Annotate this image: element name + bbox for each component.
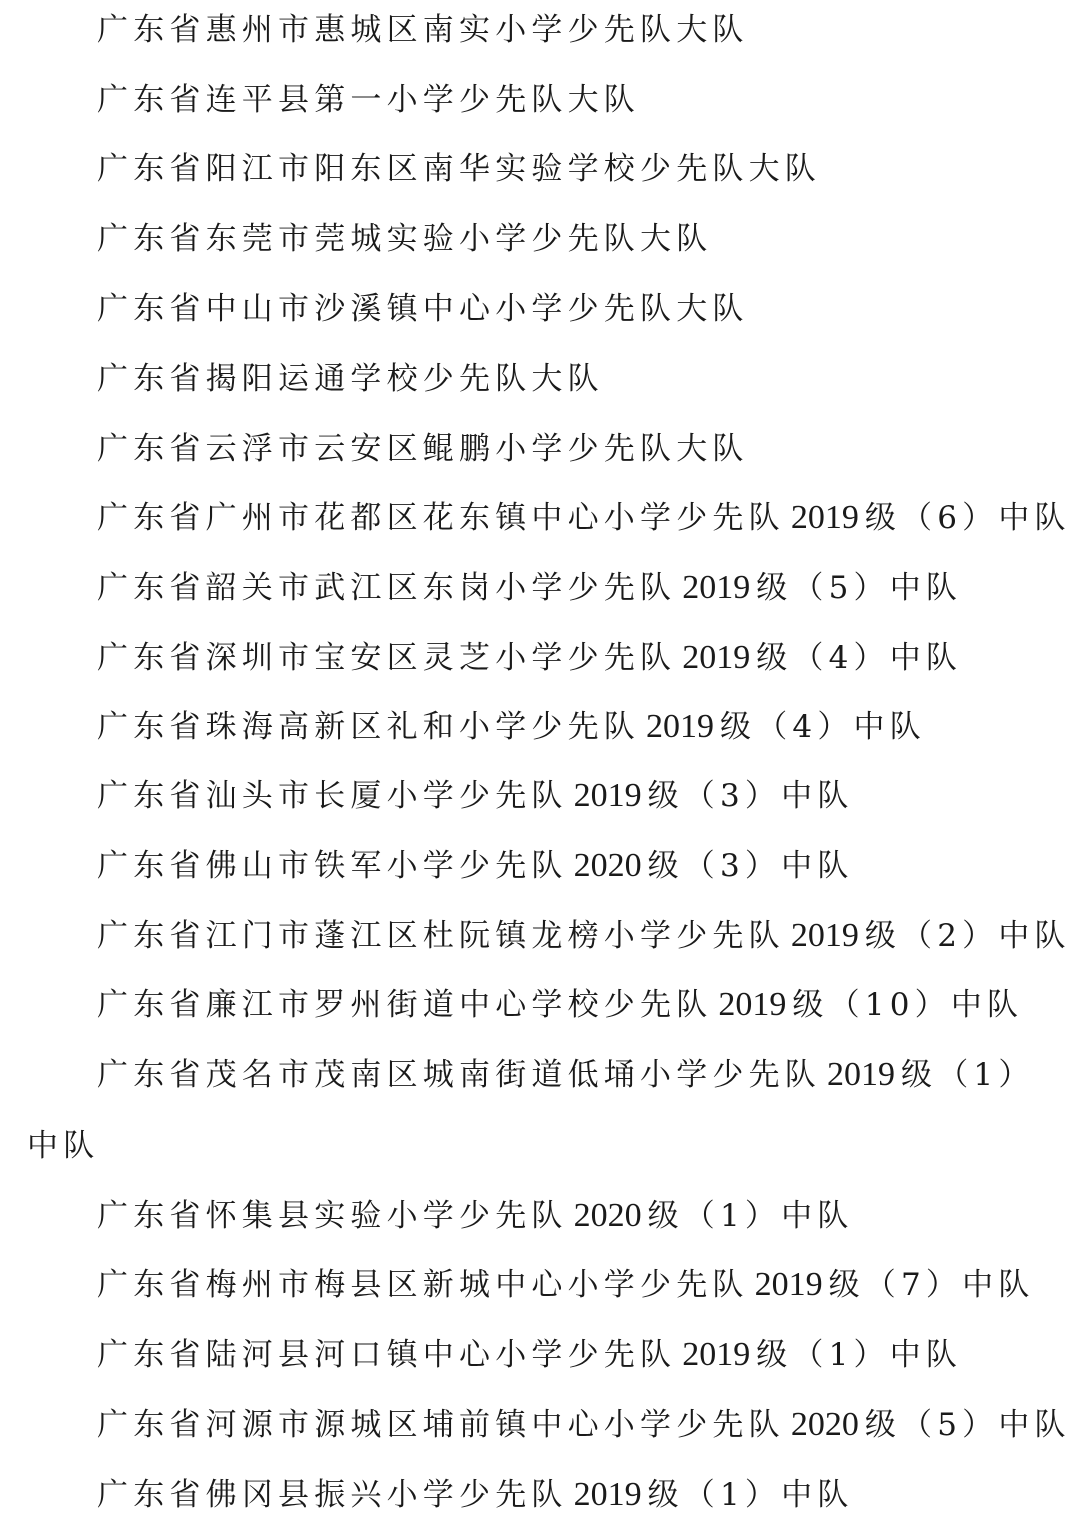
item-text: 广东省珠海高新区礼和小学少先队	[97, 709, 640, 745]
squad-label: 级（5）中队	[864, 1407, 1071, 1443]
item-text: 广东省陆河县河口镇中心小学少先队	[97, 1337, 677, 1373]
item-text: 广东省惠州市惠城区南实小学少先队大队	[97, 12, 749, 48]
item-text: 广东省廉江市罗州街道中心学校少先队	[97, 987, 713, 1023]
item-text: 广东省深圳市宝安区灵芝小学少先队	[97, 640, 677, 676]
list-item	[97, 1475, 854, 1515]
squad-label: 级（6）中队	[864, 500, 1071, 536]
squad-label: 级（5）中队	[756, 570, 963, 606]
item-text: 广东省佛山市铁军小学少先队	[97, 848, 568, 884]
item-text: 广东省茂名市茂南区城南街道低埇小学少先队	[97, 1057, 821, 1093]
squad-label: 级（7）中队	[828, 1267, 1035, 1303]
item-text: 广东省揭阳运通学校少先队大队	[97, 361, 604, 397]
item-text: 中队	[27, 1128, 100, 1164]
list-item	[97, 498, 1071, 538]
item-text: 广东省佛冈县振兴小学少先队	[97, 1477, 568, 1513]
list-item	[97, 985, 1023, 1025]
grade-year: 2019	[573, 1476, 642, 1513]
grade-year: 2019	[646, 708, 714, 745]
grade-year: 2019	[682, 639, 751, 676]
list-item	[97, 846, 854, 886]
list-item	[97, 219, 712, 259]
grade-year: 2019	[754, 1266, 823, 1303]
list-item	[97, 1335, 962, 1375]
item-text: 广东省韶关市武江区东岗小学少先队	[97, 570, 677, 606]
item-text: 广东省东莞市莞城实验小学少先队大队	[97, 221, 713, 257]
grade-year: 2020	[790, 1406, 859, 1443]
list-item	[97, 1055, 1035, 1095]
squad-label: 级（2）中队	[864, 918, 1071, 954]
grade-year: 2020	[573, 847, 642, 884]
list-item	[97, 289, 749, 329]
grade-year: 2019	[790, 499, 859, 536]
squad-label: 级（1）中队	[647, 1477, 854, 1513]
grade-year: 2019	[718, 986, 787, 1023]
squad-label: 级（1）中队	[647, 1198, 854, 1234]
item-text: 广东省广州市花都区花东镇中心小学少先队	[97, 500, 785, 536]
squad-label: 级（4）中队	[720, 709, 926, 745]
squad-label: 级（4）中队	[756, 640, 963, 676]
squad-label: 级（1）中队	[756, 1337, 963, 1373]
squad-label: 级（1）	[901, 1057, 1035, 1093]
grade-year: 2020	[573, 1197, 642, 1234]
grade-year: 2019	[682, 1336, 751, 1373]
list-item-continuation	[27, 1126, 99, 1166]
list-item	[97, 10, 749, 50]
squad-label: 级（10）中队	[792, 987, 1024, 1023]
list-item	[97, 776, 854, 816]
item-text: 广东省怀集县实验小学少先队	[97, 1198, 568, 1234]
item-text: 广东省汕头市长厦小学少先队	[97, 778, 568, 814]
list-item	[97, 638, 962, 678]
item-text: 广东省云浮市云安区鲲鹏小学少先队大队	[97, 431, 749, 467]
list-item	[97, 80, 640, 120]
list-item	[97, 707, 926, 747]
item-text: 广东省河源市源城区埔前镇中心小学少先队	[97, 1407, 785, 1443]
list-item	[97, 568, 962, 608]
squad-label: 级（3）中队	[647, 778, 854, 814]
item-text: 广东省阳江市阳东区南华实验学校少先队大队	[97, 151, 821, 187]
list-item	[97, 1405, 1071, 1445]
squad-label: 级（3）中队	[647, 848, 854, 884]
grade-year: 2019	[790, 917, 859, 954]
list-item	[97, 1265, 1035, 1305]
list-item	[97, 916, 1071, 956]
item-text: 广东省中山市沙溪镇中心小学少先队大队	[97, 291, 749, 327]
grade-year: 2019	[827, 1056, 895, 1093]
grade-year: 2019	[682, 569, 751, 606]
list-item	[97, 149, 821, 189]
list-item	[97, 1196, 854, 1236]
grade-year: 2019	[573, 777, 642, 814]
list-item	[97, 359, 604, 399]
item-text: 广东省连平县第一小学少先队大队	[97, 82, 640, 118]
item-text: 广东省江门市蓬江区杜阮镇龙榜小学少先队	[97, 918, 785, 954]
list-item	[97, 429, 749, 469]
item-text: 广东省梅州市梅县区新城中心小学少先队	[97, 1267, 749, 1303]
